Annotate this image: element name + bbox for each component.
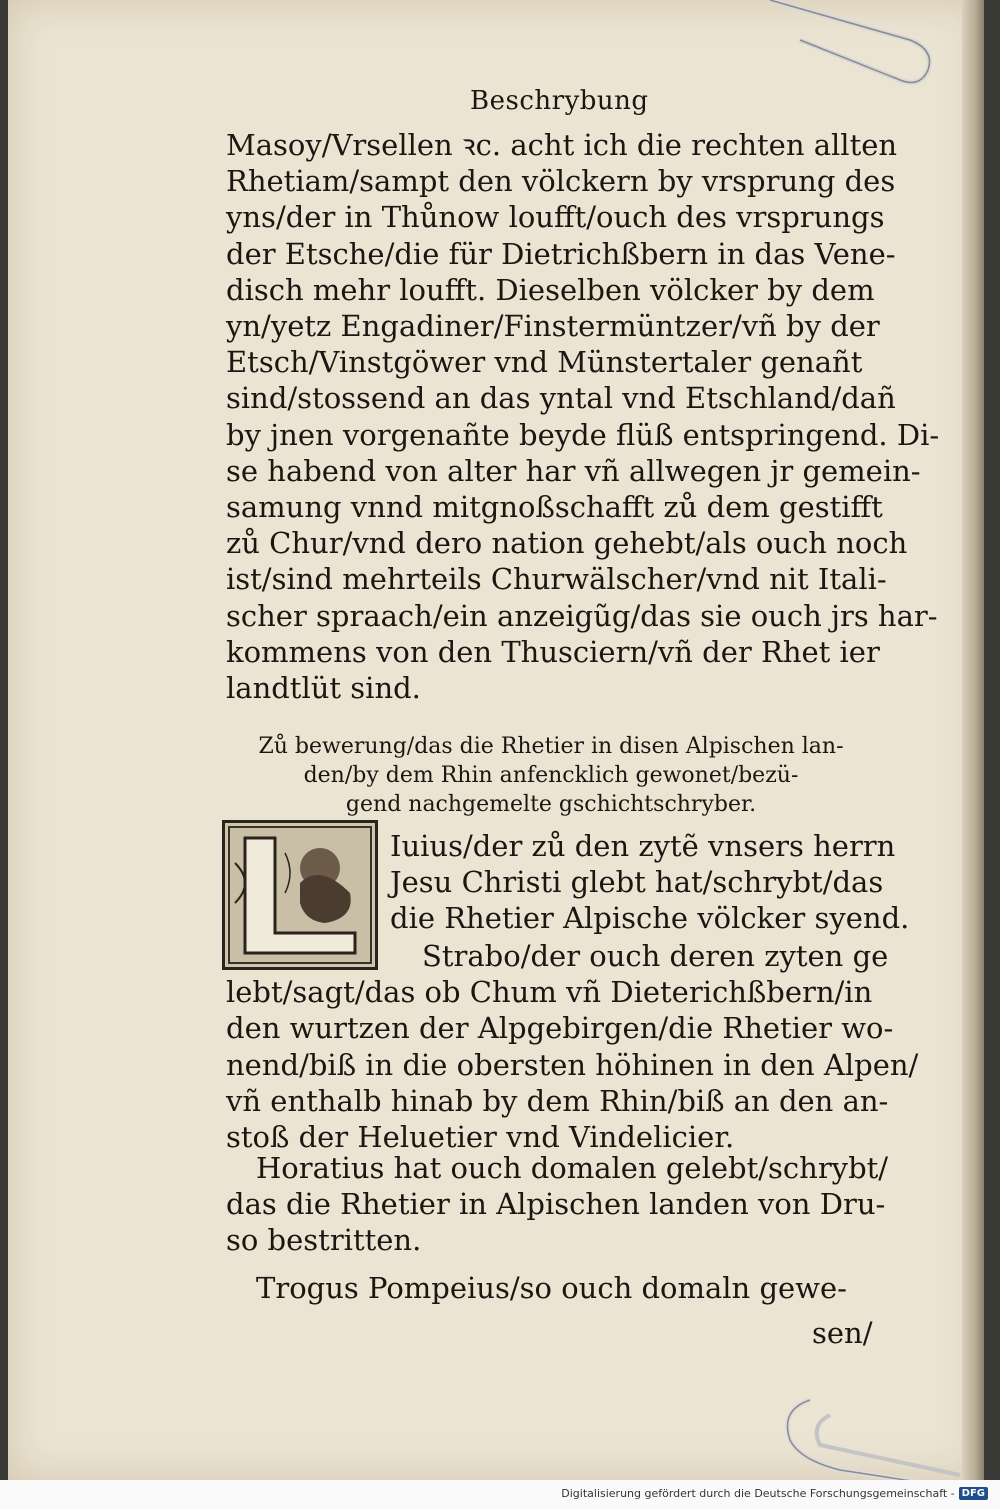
heading-line: Zů bewerung/das die Rhetier in disen Alpischen lan- bbox=[258, 734, 844, 759]
text-line: landtlüt sind. bbox=[226, 671, 421, 706]
text-line: kommens von den Thusciern/vñ der Rhet ier bbox=[226, 634, 880, 669]
text-line: sind/stossend an das yntal vnd Etschland/dañ bbox=[226, 381, 896, 416]
heading-line: gend nachgemelte gschichtschryber. bbox=[345, 792, 757, 817]
text-line: scher spraach/ein anzeigũg/das sie ouch jrs har- bbox=[226, 598, 938, 633]
text-line: Jesu Christi glebt hat/schrybt/das bbox=[390, 865, 884, 900]
text-line: lebt/sagt/das ob Chum vñ Dieterichßbern/in bbox=[226, 975, 873, 1010]
paper-clip-top-icon bbox=[760, 0, 940, 90]
text-line: ist/sind mehrteils Churwälscher/vnd nit Itali- bbox=[226, 562, 887, 597]
dfg-logo-icon: DFG bbox=[959, 1487, 988, 1500]
text-line: Horatius hat ouch domalen gelebt/schrybt/ bbox=[256, 1151, 889, 1185]
paragraph-5 bbox=[226, 1270, 876, 1306]
paragraph-2 bbox=[390, 828, 910, 937]
text-line: by jnen vorgenañte beyde flüß entspringend. Di- bbox=[226, 417, 940, 452]
text-line: se habend von alter har vñ allwegen jr gemein- bbox=[226, 453, 921, 488]
text-line: das die Rhetier in Alpischen landen von Dru- bbox=[226, 1187, 886, 1222]
text-line: nend/biß in die obersten höhinen in den Alpen/ bbox=[226, 1047, 919, 1082]
digitization-credit bbox=[561, 1487, 988, 1500]
text-line: den wurtzen der Alpgebirgen/die Rhetier wo- bbox=[226, 1011, 894, 1046]
text-line: Rhetiam/sampt den völckern by vrsprung des bbox=[226, 164, 896, 199]
text-line: so bestritten. bbox=[226, 1223, 422, 1258]
text-line: samung vnnd mitgnoßschafft zů dem gestifft bbox=[226, 490, 883, 525]
paragraph-4 bbox=[226, 1150, 889, 1259]
paragraph-3 bbox=[226, 938, 919, 1155]
text-line: die Rhetier Alpische völcker syend. bbox=[390, 901, 910, 936]
text-line: zů Chur/vnd dero nation gehebt/als ouch noch bbox=[226, 526, 908, 561]
text-line: stoß der Heluetier vnd Vindelicier. bbox=[226, 1120, 735, 1155]
text-line: Iuius/der zů den zytẽ vnsers herrn bbox=[390, 829, 896, 863]
page-gutter-right bbox=[962, 0, 984, 1480]
text-line: yn/yetz Engadiner/Finstermüntzer/vñ by der bbox=[226, 309, 880, 344]
text-line: Etsch/Vinstgöwer vnd Münstertaler genañt bbox=[226, 345, 863, 380]
section-heading bbox=[226, 732, 876, 819]
text-line: Strabo/der ouch deren zyten ge bbox=[422, 939, 889, 973]
text-line: yns/der in Thůnow loufft/ouch des vrsprungs bbox=[226, 200, 885, 235]
text-line: der Etsche/die für Dietrichßbern in das Vene- bbox=[226, 236, 896, 271]
text-line: Trogus Pompeius/so ouch domaln gewe- bbox=[256, 1271, 847, 1305]
credit-text: Digitalisierung gefördert durch die Deutsche Forschungsgemeinschaft - bbox=[561, 1487, 955, 1500]
text-line: disch mehr loufft. Dieselben völcker by dem bbox=[226, 272, 875, 307]
text-line: vñ enthalb hinab by dem Rhin/biß an den an- bbox=[226, 1083, 889, 1118]
text-line: Masoy/Vrsellen ꝛc. acht ich die rechten allten bbox=[226, 128, 898, 162]
catchword: sen/ bbox=[812, 1316, 873, 1350]
heading-line: den/by dem Rhin anfencklich gewonet/bezü- bbox=[303, 763, 799, 788]
paragraph-1 bbox=[226, 127, 940, 706]
running-head: Beschrybung bbox=[470, 86, 649, 116]
